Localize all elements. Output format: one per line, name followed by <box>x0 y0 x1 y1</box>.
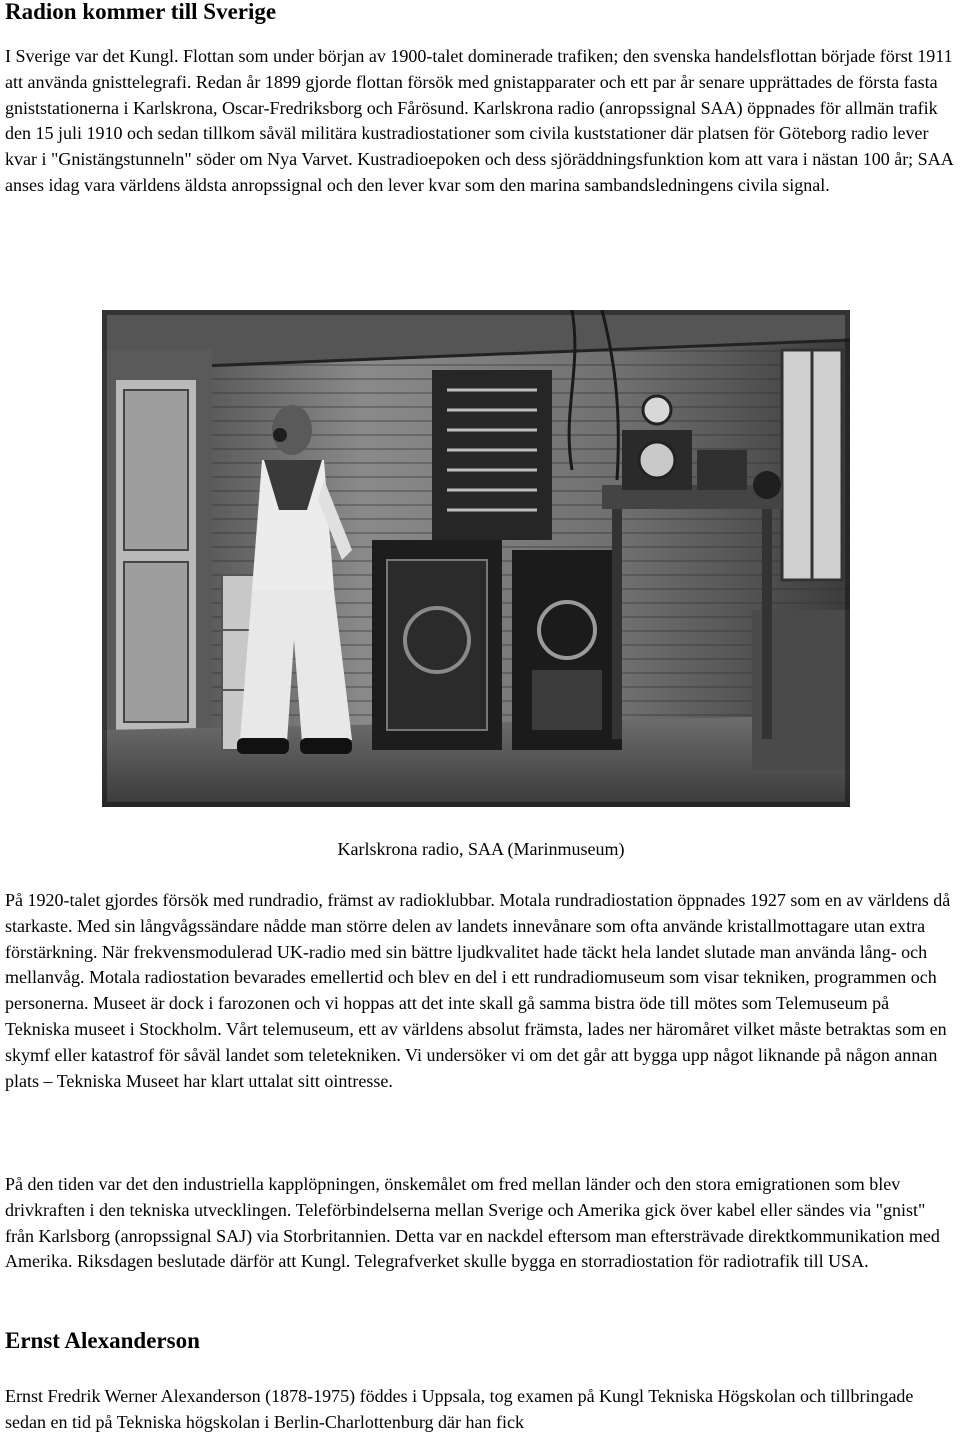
photo-illustration <box>102 310 850 807</box>
section-heading-alexanderson: Ernst Alexanderson <box>5 1328 200 1353</box>
paragraph-industrial-race: På den tiden var det den industriella kapplöpningen, önskemålet om fred mellan länder och den stora emigrationen som blev drivkraften i den tekniska utvecklingen. Teleförbindelserna mellan Sverige och Amerika gick över kabel eller sändes via "gnist" från Karlsborg (anropssignal SAJ) via Storbritannien. Detta var en nackdel eftersom man eftersträvade direktkommunikation med Amerika. Riksdagen beslutade därför att Kungl. Telegrafverket skulle bygga en storradiostation för radiotrafik till USA. <box>5 1174 940 1272</box>
historic-radio-station-photo <box>102 310 850 807</box>
paragraph-alexanderson: Ernst Fredrik Werner Alexanderson (1878-1975) föddes i Uppsala, tog examen på Kungl Tekniska Högskolan och tillbringade sedan en tid på Tekniska högskolan i Berlin-Charlottenburg där han fick <box>5 1386 914 1432</box>
paragraph-rundradio: På 1920-talet gjordes försök med rundradio, främst av radioklubbar. Motala rundradiostation öppnades 1927 som en av världens då starkaste. Med sin långvågssändare nådde man större delen av landets innevånare som ofta använde kristallmottagare utan extra förstärkning. När frekvensmodulerad UK-radio med sin bättre ljudkvalitet hade täckt hela landet slutade man använda lång- och mellanvåg. Motala radiostation bevarades emellertid och blev en del i ett rundradiomuseum som visar tekniken, programmen och personerna. Museet är dock i farozonen och vi hoppas att det inte skall gå samma bistra öde till mötes som Telemuseum på Tekniska museet i Stockholm. Vårt telemuseum, ett av världens absolut främsta, lades ner häromåret vilket måste betraktas som en skymf eller katastrof för såväl landet som teletekniken. Vi undersöker vi om det går att bygga upp något liknande på någon annan plats – Tekniska Museet har klart uttalat sitt ointresse. <box>5 890 951 1091</box>
paragraph-intro: I Sverige var det Kungl. Flottan som under början av 1900-talet dominerade trafiken; den svenska handelsflottan började först 1911 att använda gnisttelegrafi. Redan år 1899 gjorde flottan försök med gnistapparater och ett par år senare upprättades de första fasta gniststationerna i Karlskrona, Oscar-Fredriksborg och Fårösund. Karlskrona radio (anropssignal SAA) öppnades för allmän trafik den 15 juli 1910 och sedan tillkom såväl militära kustradiostationer som civila kuststationer där platsen för Göteborg radio lever kvar i "Gnistängstunneln" söder om Nya Varvet. Kustradioepoken och dess sjöräddningsfunktion kom att vara i nästan 100 år; SAA anses idag vara världens äldsta anropssignal och den lever kvar som den marina sambandsledningens civila signal. <box>5 46 953 195</box>
page-title: Radion kommer till Sverige <box>5 0 277 24</box>
figure-caption: Karlskrona radio, SAA (Marinmuseum) <box>337 839 625 859</box>
